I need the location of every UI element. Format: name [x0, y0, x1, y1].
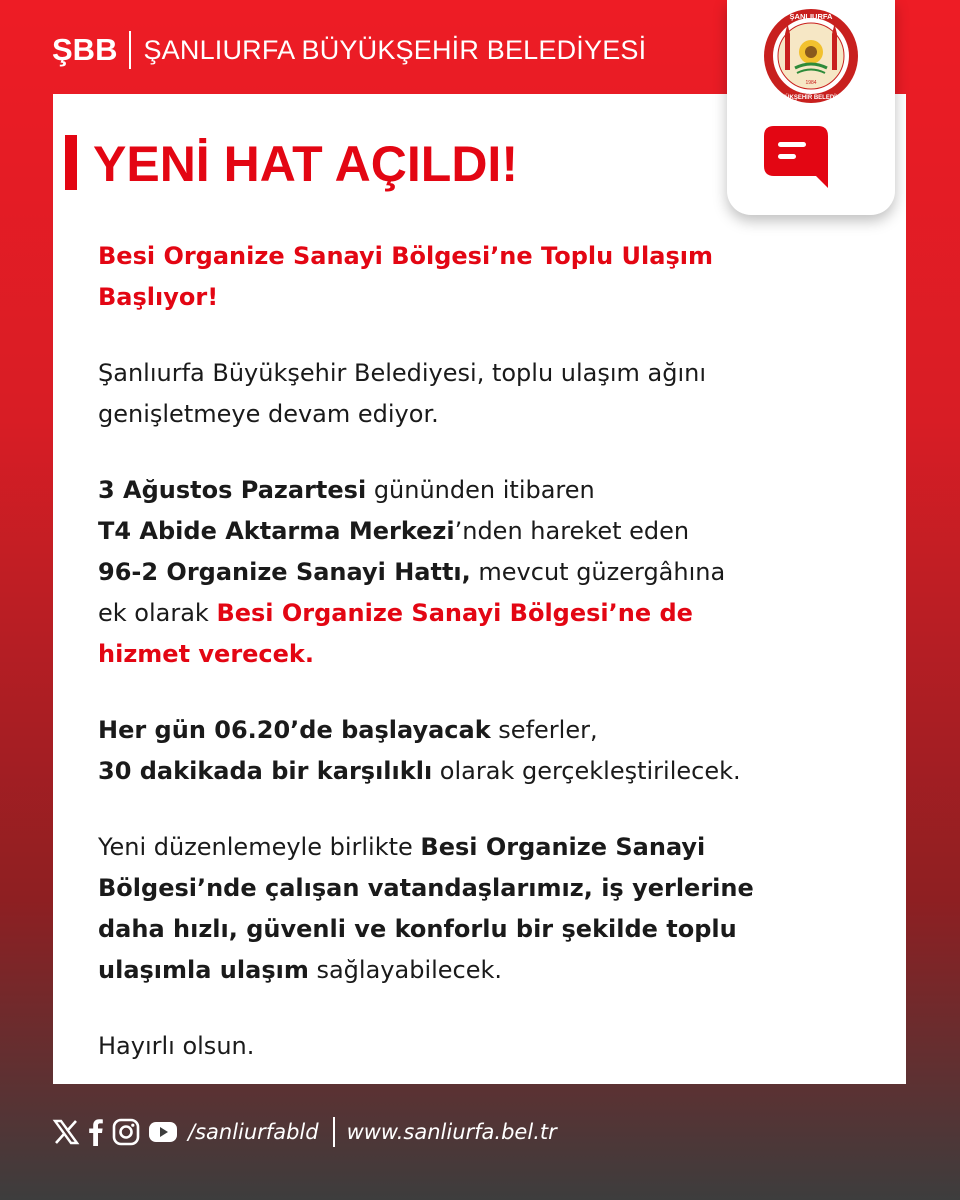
closing-text: Hayırlı olsun.	[98, 1032, 255, 1060]
benefit-bold-3: daha hızlı, güvenli ve konforlu bir şekilde toplu	[98, 915, 737, 943]
logo-tab	[727, 0, 895, 215]
seal-bottom-text: BÜYÜKŞEHİR BELEDİYESİ	[772, 95, 850, 101]
chat-bubble-icon	[760, 122, 832, 192]
footer-divider	[333, 1117, 335, 1147]
header	[52, 26, 646, 74]
seal-top-text: ŞANLIURFA	[789, 12, 833, 21]
paragraph-schedule	[98, 710, 878, 792]
header-divider	[129, 31, 131, 69]
x-icon[interactable]	[52, 1119, 80, 1145]
new-destination: Besi Organize Sanayi Bölgesi’ne de	[216, 599, 693, 627]
page-title: YENİ HAT AÇILDI!	[93, 136, 518, 192]
line-name: 96-2 Organize Sanayi Hattı,	[98, 558, 471, 586]
paragraph-route	[98, 470, 878, 675]
intro-line-1: Şanlıurfa Büyükşehir Belediyesi, toplu ulaşım ağını	[98, 359, 707, 387]
paragraph-intro	[98, 353, 878, 435]
route-text-4: ek olarak	[98, 599, 217, 627]
benefit-intro: Yeni düzenlemeyle birlikte	[98, 833, 421, 861]
start-date: 3 Ağustos Pazartesi	[98, 476, 367, 504]
benefit-bold-4: ulaşımla ulaşım	[98, 956, 309, 984]
benefit-bold-1: Besi Organize Sanayi	[420, 833, 706, 861]
schedule-text-1: seferler,	[490, 716, 598, 744]
municipality-seal	[761, 6, 861, 106]
footer	[52, 1112, 557, 1152]
transfer-center: T4 Abide Aktarma Merkezi	[98, 517, 455, 545]
subtitle-line-2: Başlıyor!	[98, 283, 219, 311]
announcement-body	[98, 236, 878, 1102]
new-destination-end: hizmet verecek.	[98, 640, 315, 668]
seal-year: 1984	[805, 80, 817, 86]
social-handle[interactable]: /sanliurfabld	[188, 1120, 319, 1144]
brand-abbreviation: ŞBB	[52, 32, 118, 67]
intro-line-2: genişletmeye devam ediyor.	[98, 400, 439, 428]
benefit-bold-2: Bölgesi’nde çalışan vatandaşlarımız, iş yerlerine	[98, 874, 754, 902]
start-time: Her gün 06.20’de başlayacak	[98, 716, 491, 744]
route-text-1: gününden itibaren	[366, 476, 595, 504]
schedule-text-2: olarak gerçekleştirilecek.	[432, 757, 741, 785]
benefit-end: sağlayabilecek.	[308, 956, 503, 984]
youtube-icon[interactable]	[148, 1120, 178, 1144]
announcement-subtitle	[98, 236, 878, 318]
route-text-3: mevcut güzergâhına	[470, 558, 726, 586]
subtitle-line-1: Besi Organize Sanayi Bölgesi’ne Toplu Ulaşım	[98, 242, 713, 270]
frequency: 30 dakikada bir karşılıklı	[98, 757, 433, 785]
title-accent-bar	[65, 135, 77, 190]
route-text-2: ’nden hareket eden	[454, 517, 690, 545]
instagram-icon[interactable]	[112, 1118, 140, 1146]
paragraph-benefit	[98, 827, 878, 991]
website-link[interactable]: www.sanliurfa.bel.tr	[346, 1120, 557, 1144]
facebook-icon[interactable]	[88, 1118, 104, 1146]
organization-name: ŞANLIURFA BÜYÜKŞEHİR BELEDİYESİ	[143, 34, 647, 65]
